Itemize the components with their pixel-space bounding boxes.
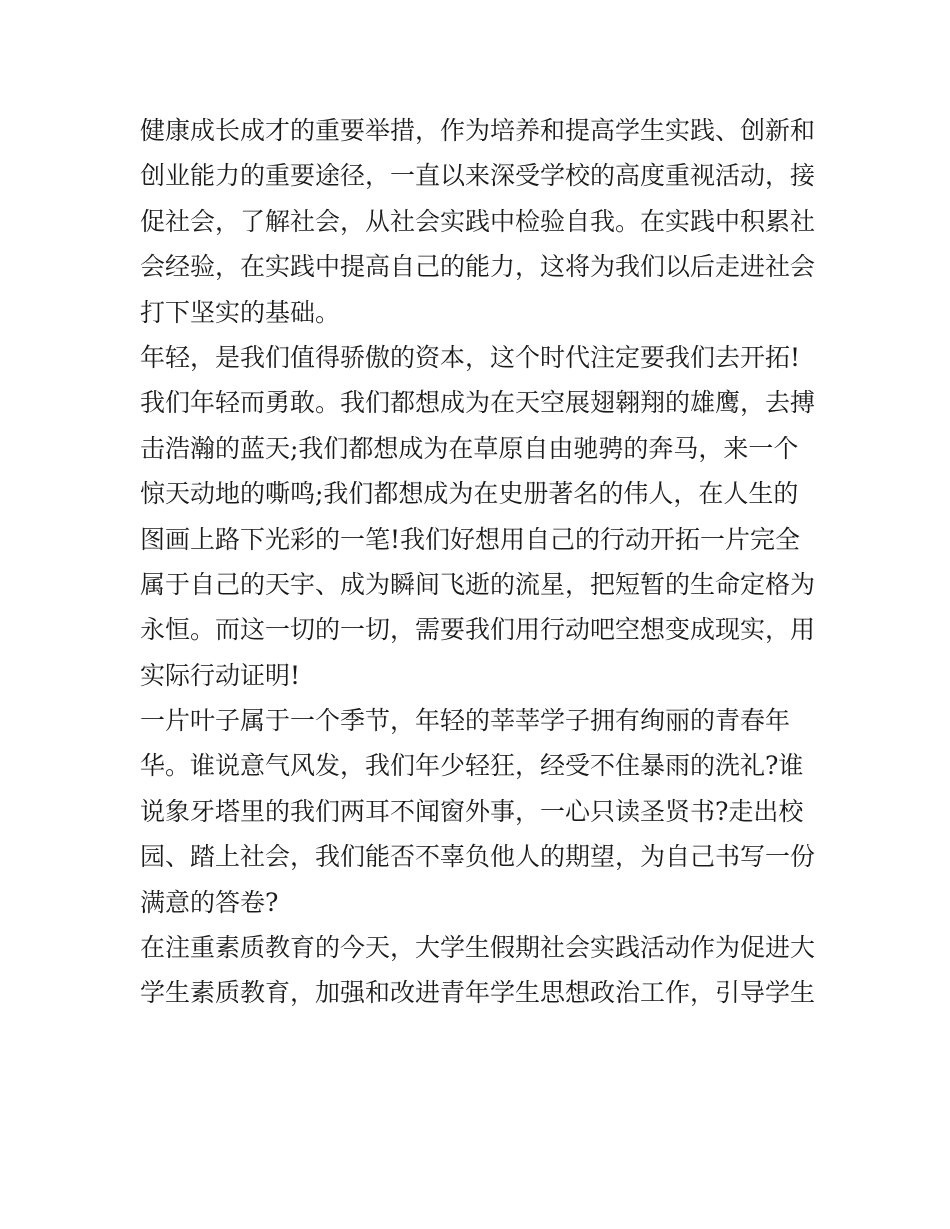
text-line: 永恒。而这一切的一切，需要我们用行动吧空想变成现实，用 [140,615,816,645]
document-body [140,108,820,1016]
text-line: 属于自己的天宇、成为瞬间飞逝的流星，把短暂的生命定格为 [140,569,816,599]
text-line: 学生素质教育，加强和改进青年学生思想政治工作，引导学生 [140,978,816,1008]
text-line: 惊天动地的嘶鸣;我们都想成为在史册著名的伟人，在人生的 [140,479,799,509]
text-line: 创业能力的重要途径，一直以来深受学校的高度重视活动，接 [140,161,816,191]
text-line: 年轻，是我们值得骄傲的资本，这个时代注定要我们去开拓! [140,342,801,372]
text-line: 在注重素质教育的今天，大学生假期社会实践活动作为促进大 [140,933,816,963]
text-line: 说象牙塔里的我们两耳不闻窗外事，一心只读圣贤书?走出校 [140,796,804,826]
text-line: 图画上路下光彩的一笔!我们好想用自己的行动开拓一片完全 [140,524,801,554]
text-line: 健康成长成才的重要举措，作为培养和提高学生实践、创新和 [140,116,816,145]
text-line: 一片叶子属于一个季节，年轻的莘莘学子拥有绚丽的青春年 [140,706,791,736]
text-line: 打下坚实的基础。 [140,297,341,327]
text-line: 击浩瀚的蓝天;我们都想成为在草原自由驰骋的奔马，来一个 [140,433,799,463]
text-line: 华。谁说意气风发，我们年少轻狂，经受不住暴雨的洗礼?谁 [140,751,804,781]
text-line: 满意的答卷? [140,887,279,917]
text-line: 会经验，在实践中提高自己的能力，这将为我们以后走进社会 [140,252,816,282]
text-line: 促社会，了解社会，从社会实践中检验自我。在实践中积累社 [140,206,816,236]
text-line: 我们年轻而勇敢。我们都想成为在天空展翅翱翔的雄鹰，去搏 [140,388,816,418]
text-line: 实际行动证明! [140,660,301,690]
text-line: 园、踏上社会，我们能否不辜负他人的期望，为自己书写一份 [140,842,816,872]
